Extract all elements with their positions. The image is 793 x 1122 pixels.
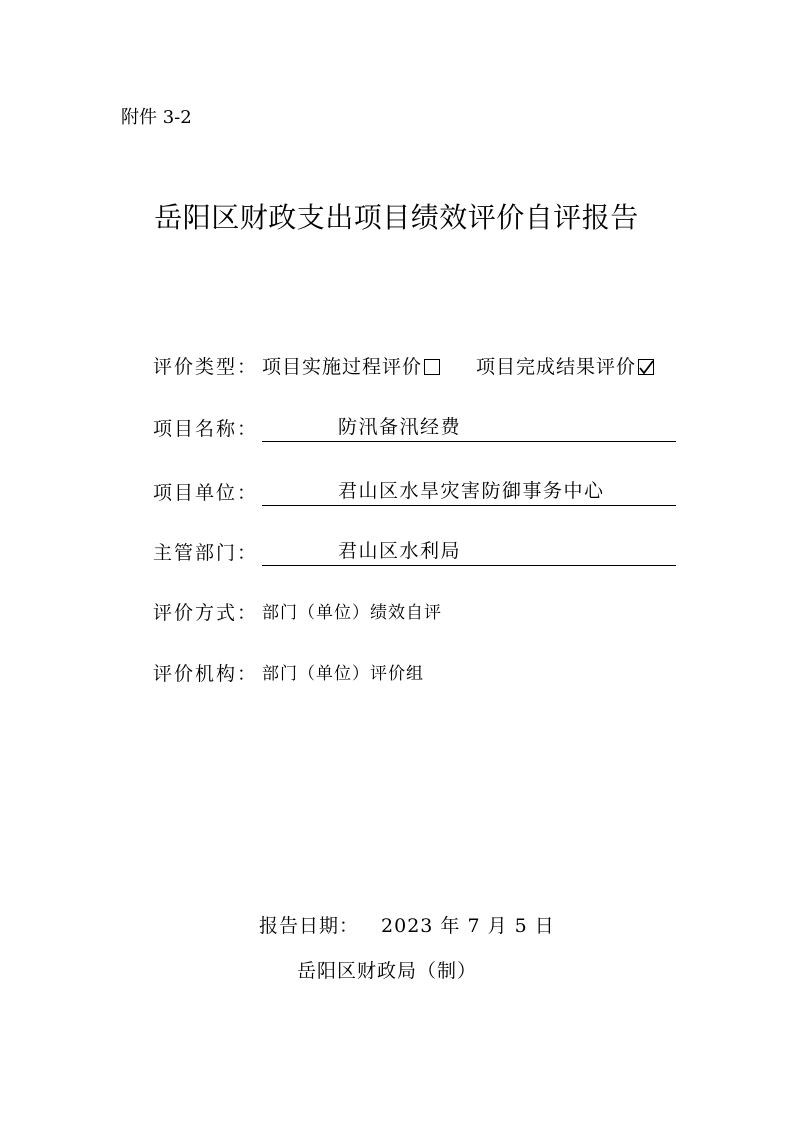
eval-org-row xyxy=(153,661,424,687)
competent-dept-row xyxy=(153,538,676,566)
colon: ： xyxy=(237,663,257,685)
colon: ： xyxy=(237,482,257,504)
unchecked-box-icon[interactable] xyxy=(424,359,440,375)
eval-org-label: 评价机构 xyxy=(153,663,238,685)
project-unit-label: 项目单位 xyxy=(153,482,238,504)
project-name-value: 防汛备汛经费 xyxy=(262,414,676,442)
eval-type-option-result-label: 项目完成结果评价 xyxy=(476,356,637,378)
project-name-row xyxy=(153,414,676,442)
colon: ： xyxy=(237,542,257,564)
eval-type-option-process-label: 项目实施过程评价 xyxy=(262,356,423,378)
report-date-value: 2023 年 7 月 5 日 xyxy=(381,915,555,937)
eval-type-option-result[interactable] xyxy=(476,354,654,380)
eval-method-value: 部门（单位）绩效自评 xyxy=(262,603,443,623)
eval-method-row xyxy=(153,600,442,626)
eval-type-row xyxy=(153,354,654,380)
report-date-label: 报告日期： xyxy=(259,915,360,937)
competent-dept-label: 主管部门 xyxy=(153,542,238,564)
colon: ： xyxy=(237,602,257,624)
eval-type-label: 评价类型 xyxy=(153,356,238,378)
colon: ： xyxy=(237,356,257,378)
eval-type-option-process[interactable] xyxy=(262,354,440,380)
competent-dept-value: 君山区水利局 xyxy=(262,538,676,566)
project-unit-value: 君山区水旱灾害防御事务中心 xyxy=(262,478,676,506)
document-title: 岳阳区财政支出项目绩效评价自评报告 xyxy=(154,201,639,234)
colon: ： xyxy=(237,418,257,440)
project-name-label: 项目名称 xyxy=(153,418,238,440)
checkmark-icon xyxy=(638,358,656,376)
project-unit-row xyxy=(153,478,676,506)
issuer: 岳阳区财政局（制） xyxy=(297,960,478,982)
report-date xyxy=(259,913,555,939)
checked-box-icon[interactable] xyxy=(638,359,654,375)
attachment-number: 附件 3-2 xyxy=(121,107,192,128)
eval-method-label: 评价方式 xyxy=(153,602,238,624)
eval-org-value: 部门（单位）评价组 xyxy=(262,664,425,684)
